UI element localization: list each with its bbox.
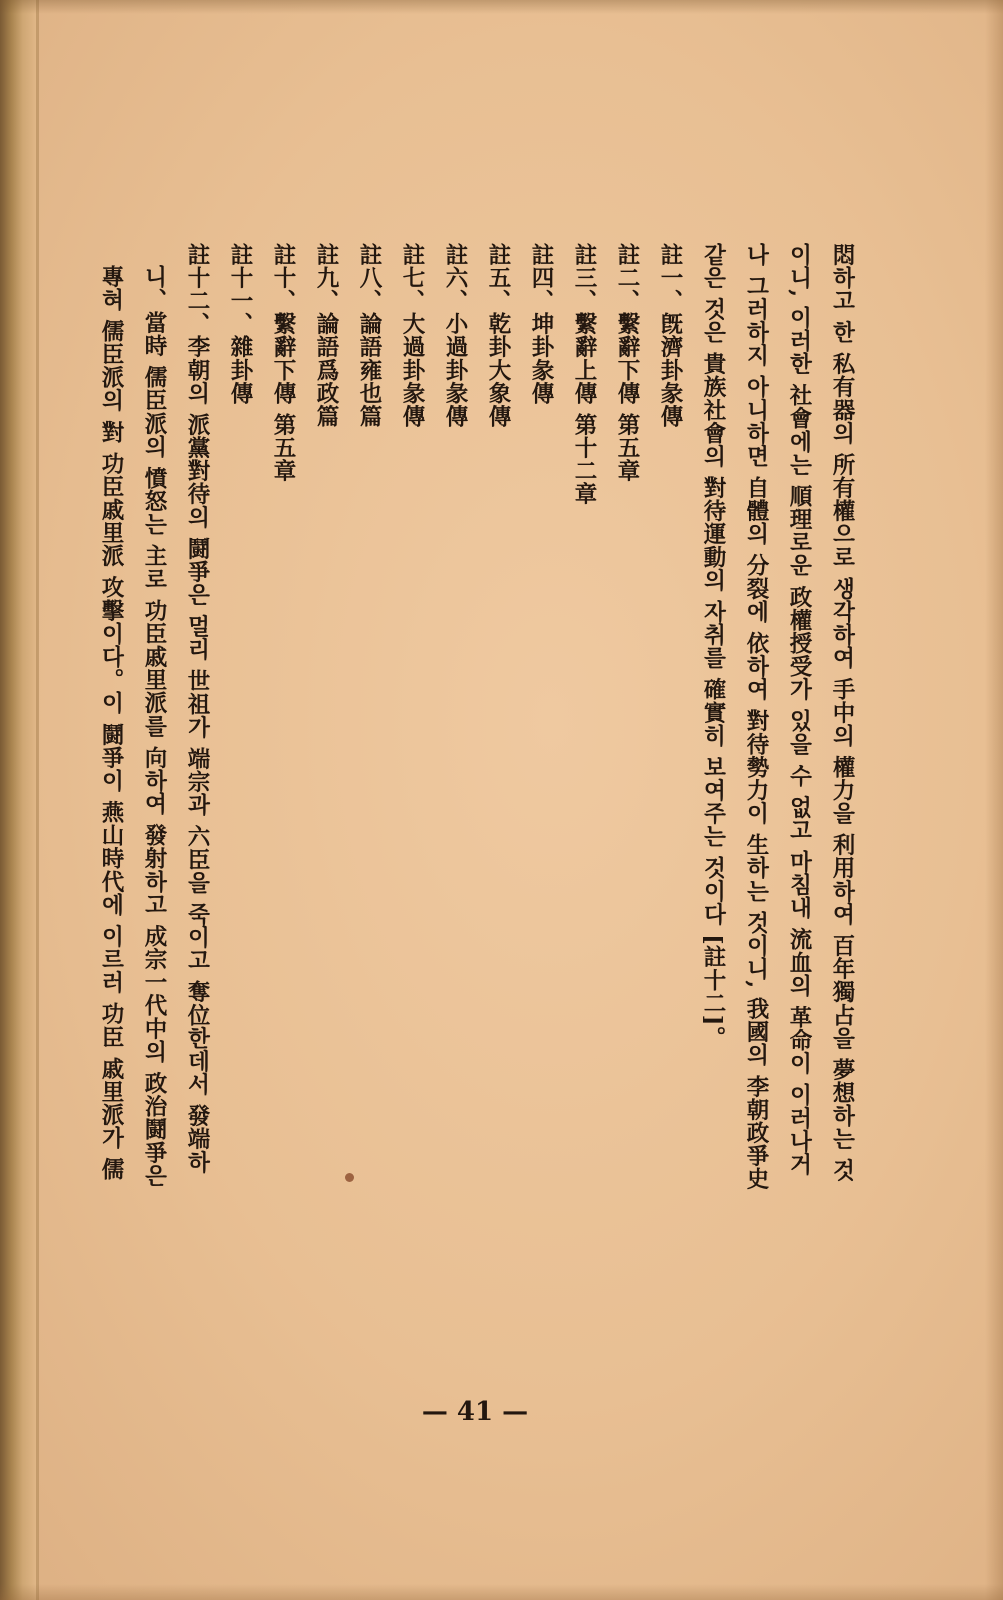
top-edge-shadow	[0, 0, 1003, 14]
footnote-3: 註三、繫辭上傳 第十二章	[571, 243, 597, 506]
footnote-8: 註八、論語雍也篇	[356, 243, 382, 428]
footnote-4: 註四、坤卦彖傳	[528, 243, 554, 405]
vertical-text-block	[89, 243, 863, 1423]
footnote-6: 註六、小過卦彖傳	[442, 243, 468, 428]
body-line: 같은 것은 貴族社會의 對待運動의 자취를 確實히 보여주는 것이다 [註十二]。	[700, 243, 726, 1050]
bottom-edge-shadow	[0, 1584, 1003, 1600]
footnote-list	[89, 243, 691, 1423]
footnote-12-continuation: 니、當時 儒臣派의 憤怒는 主로 功臣戚里派를 向하여 發射하고 成宗一代中의 政治鬪爭은	[141, 265, 167, 1188]
footnote-12: 註十二、李朝의 派黨對待의 鬪爭은 멀리 世祖가 端宗과 六臣을 죽이고 奪位한데서 發端하	[184, 243, 210, 1174]
page-number: — 41 —	[421, 1397, 529, 1427]
footnote-10: 註十、繫辭下傳 第五章	[270, 243, 296, 483]
spine-edge	[36, 0, 39, 1600]
body-line: 나 그러하지 아니하면 自體의 分裂에 依하여 對待勢力이 生하는 것이니, 我國의 李朝政爭史	[743, 243, 769, 1191]
footnote-2: 註二、繫辭下傳 第五章	[614, 243, 640, 483]
body-line: 이니, 이러한 社會에는 順理로운 政權授受가 있을 수 없고 마침내 流血의 革命이 이러나거	[786, 243, 812, 1176]
paper-stain	[345, 1173, 354, 1182]
footnote-9: 註九、論語爲政篇	[313, 243, 339, 428]
footnote-7: 註七、大過卦彖傳	[399, 243, 425, 428]
footnote-1: 註一、旣濟卦彖傳	[657, 243, 683, 428]
footnote-11: 註十一、雜卦傳	[227, 243, 253, 405]
book-spine	[0, 0, 38, 1600]
footnote-5: 註五、乾卦大象傳	[485, 243, 511, 428]
body-line: 悶하고 한 私有器의 所有權으로 생각하여 手中의 權力을 利用하여 百年獨占을 夢想하는 것	[829, 243, 855, 1183]
right-edge-shadow	[985, 0, 1003, 1600]
footnote-12-continuation: 專혀 儒臣派의 對 功臣戚里派 攻擊이다。이 鬪爭이 燕山時代에 이르러 功臣 戚里派가 儒	[98, 265, 124, 1181]
